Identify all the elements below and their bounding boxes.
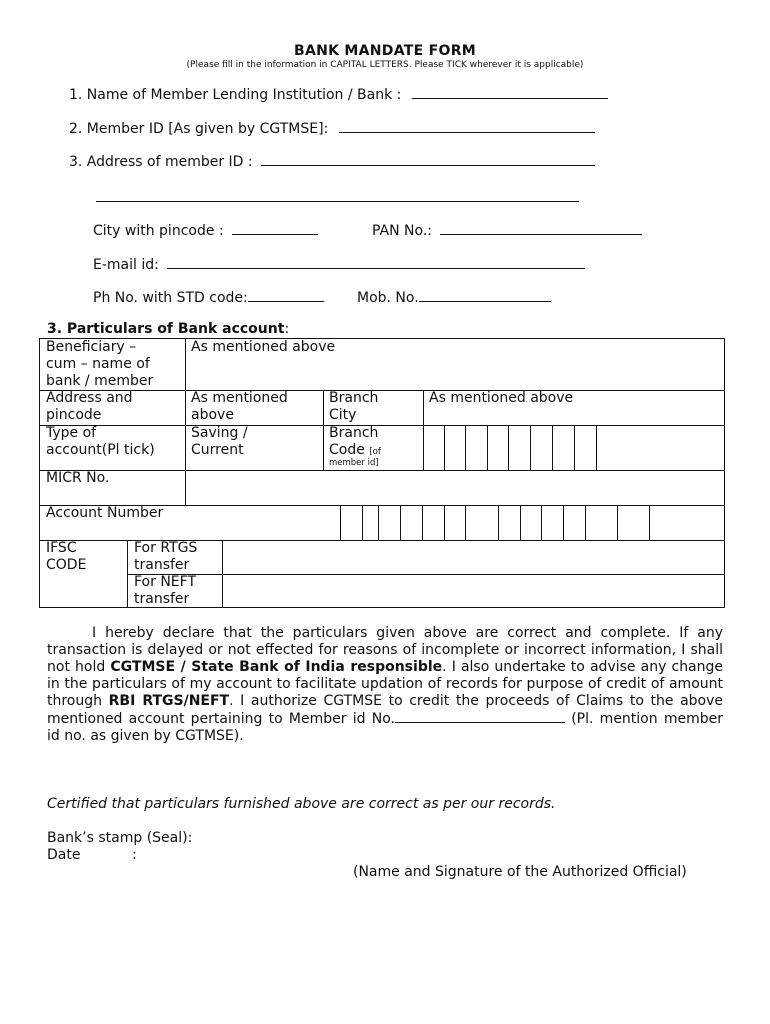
account-number-boxes[interactable]	[341, 506, 724, 539]
field-label: 3. Address of member ID :	[69, 154, 253, 170]
field-label: Mob. No.	[357, 290, 419, 306]
field-label: 1. Name of Member Lending Institution / Bank :	[69, 87, 402, 103]
date-label: Date	[47, 847, 81, 863]
field-email	[93, 254, 585, 273]
account-type-options[interactable]: Saving / Current	[191, 425, 248, 458]
section-heading-text: 3. Particulars of Bank account	[47, 321, 285, 337]
rtgs-label: For RTGS transfer	[134, 540, 198, 573]
account-number-label: Account Number	[46, 505, 164, 521]
signature-label: (Name and Signature of the Authorized Official)	[353, 864, 687, 880]
section-heading: 3. Particulars of Bank account:	[47, 321, 290, 337]
neft-label: For NEFT transfer	[134, 574, 197, 607]
certification-statement: Certified that particulars furnished above are correct as per our records.	[47, 796, 556, 812]
branch-code-boxes[interactable]	[424, 426, 724, 469]
field-member-institution	[69, 84, 608, 103]
field-label: City with pincode :	[93, 223, 224, 239]
address-pincode-value: As mentioned above	[191, 390, 288, 423]
field-city-pincode	[93, 220, 318, 239]
field-label: 2. Member ID [As given by CGTMSE]:	[69, 121, 329, 137]
beneficiary-value: As mentioned above	[191, 339, 336, 355]
field-member-id	[69, 118, 595, 137]
field-phone	[93, 287, 324, 306]
phone-input[interactable]	[248, 287, 324, 302]
field-address	[69, 151, 595, 170]
address-input[interactable]	[261, 151, 595, 166]
branch-city-value: As mentioned above	[429, 390, 574, 406]
pan-input[interactable]	[440, 220, 642, 235]
branch-code-label: Branch Code [of member id]	[329, 425, 381, 468]
form-title: BANK MANDATE FORM	[293, 43, 477, 59]
ifsc-code-label: IFSC CODE	[46, 540, 87, 573]
micr-input[interactable]	[186, 471, 724, 504]
field-mobile	[357, 287, 551, 306]
email-input[interactable]	[167, 254, 585, 269]
date-colon: :	[132, 847, 137, 863]
field-label: Ph No. with STD code:	[93, 290, 248, 306]
micr-label: MICR No.	[46, 470, 110, 486]
bank-particulars-table	[39, 338, 725, 608]
address-input-line-2[interactable]	[96, 201, 579, 202]
field-label: PAN No.:	[372, 223, 433, 239]
beneficiary-label: Beneficiary – cum – name of bank / member	[46, 339, 154, 389]
field-label: E-mail id:	[93, 257, 159, 273]
member-id-no-input[interactable]	[395, 710, 565, 723]
rtgs-ifsc-input[interactable]	[223, 541, 724, 574]
mobile-input[interactable]	[419, 287, 551, 302]
bank-stamp-label: Bank’s stamp (Seal):	[47, 830, 193, 846]
neft-ifsc-input[interactable]	[223, 575, 724, 607]
field-pan	[372, 220, 642, 239]
form-instructions: (Please fill in the information in CAPITAL LETTERS. Please TICK wherever it is applicable)	[186, 60, 584, 70]
branch-city-label: Branch City	[329, 390, 379, 423]
city-pincode-input[interactable]	[232, 220, 318, 235]
account-type-label: Type of account(Pl tick)	[46, 425, 155, 458]
member-institution-input[interactable]	[412, 84, 608, 99]
address-pincode-label: Address and pincode	[46, 390, 133, 423]
declaration-paragraph: I hereby declare that the particulars given above are correct and complete. If any transaction is delayed or not effected for reasons of incomplete or incorrect information, I shall not hold CGTMSE / State Bank of India responsible. I also undertake to advise any change in the particulars of my account to facilitate updation of records for purpose of credit of amount through RBI RTGS/NEFT. I authorize CGTMSE to credit the proceeds of Claims to the above mentioned account pertaining to Member id No. (Pl. mention member id no. as given by CGTMSE).	[47, 625, 724, 744]
member-id-input[interactable]	[339, 118, 595, 133]
